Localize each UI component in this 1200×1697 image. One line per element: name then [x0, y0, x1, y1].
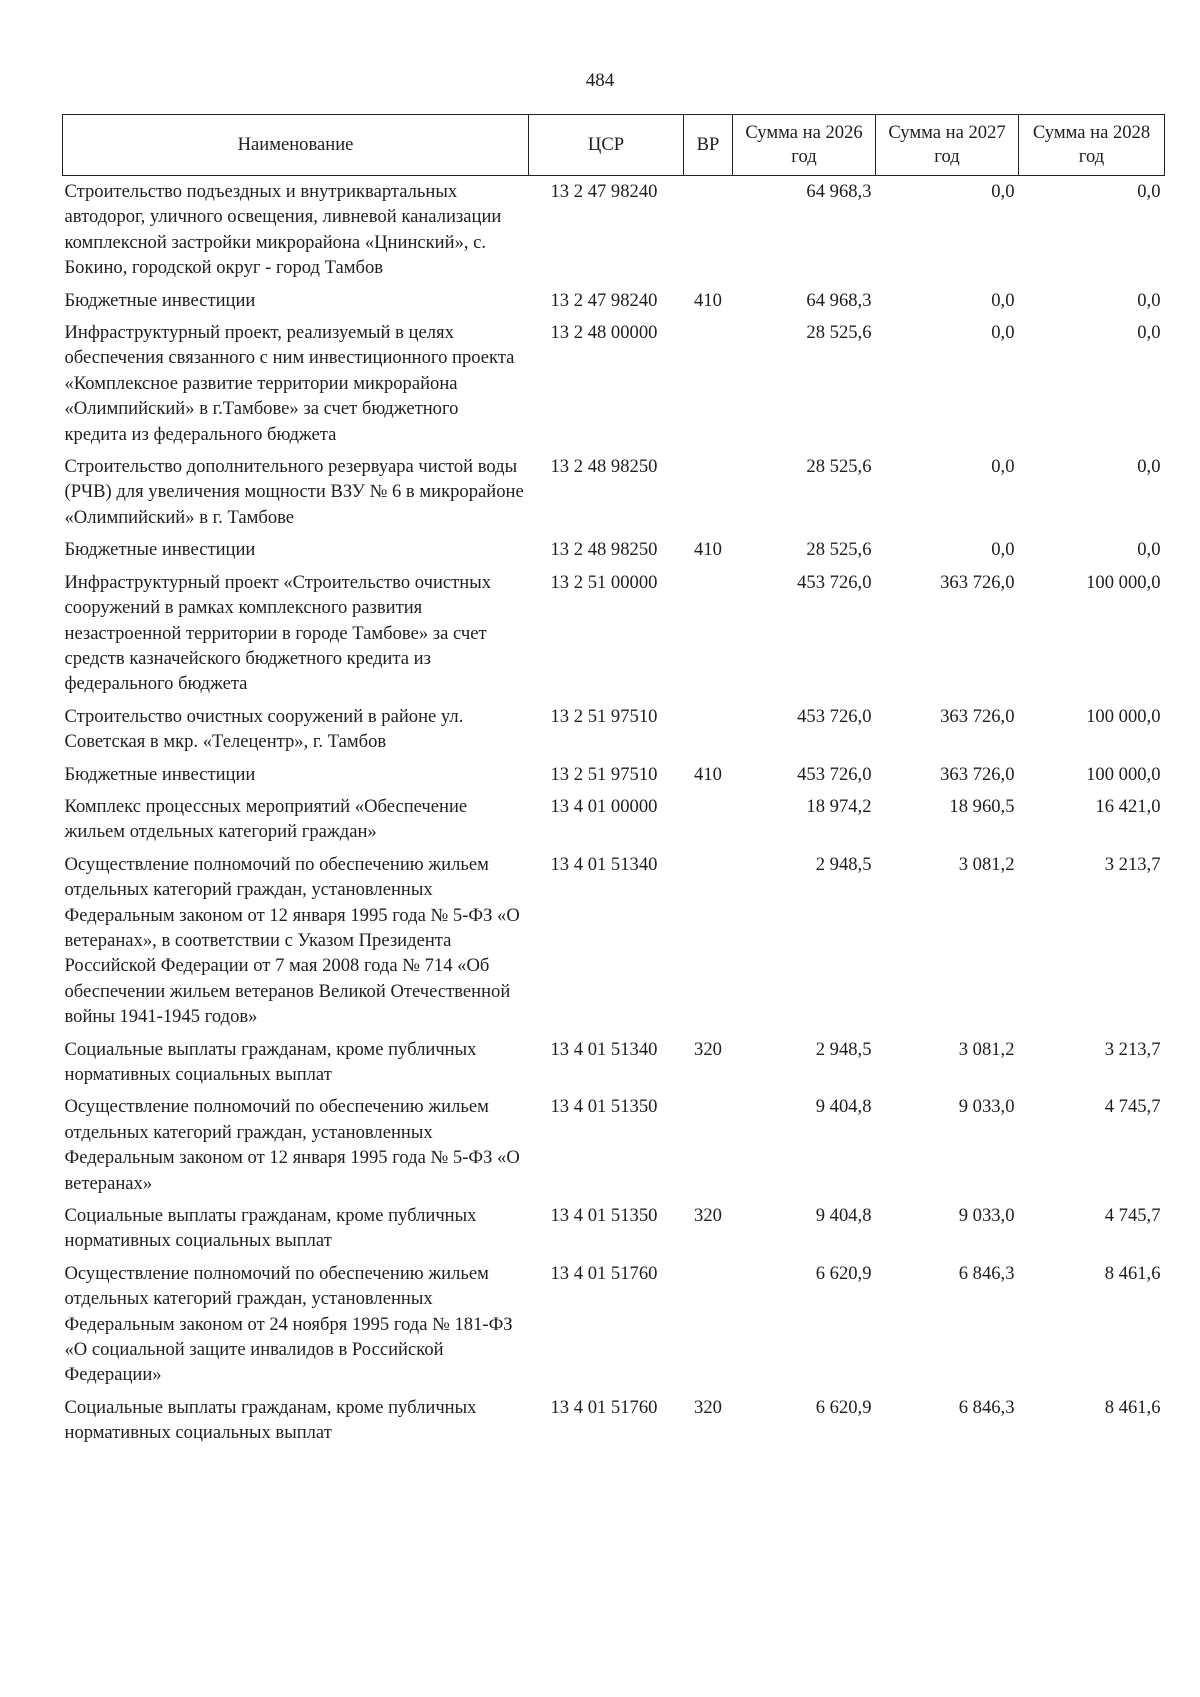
cell-csr: 13 2 48 98250	[550, 539, 658, 561]
table-row	[63, 285, 1165, 317]
table-row	[63, 534, 1165, 566]
cell-vr: 410	[694, 539, 722, 561]
cell-csr: 13 2 47 98240	[550, 289, 658, 311]
cell-sum-2027: 0,0	[991, 539, 1015, 561]
cell-csr: 13 2 51 00000	[550, 571, 658, 593]
cell-name: Осуществление полномочий по обеспечению жильем отдельных категорий граждан, установленных Федеральным законом от 12 января 1995 года № 5-ФЗ «О ветеранах», в соответствии с Указом Президента Российской Федерации от 7 мая 2008 года № 714 «Об обеспечении жильем ветеранов Великой Отечественной войны 1941-1945 годов»	[64, 853, 520, 1028]
header-vr: ВР	[684, 115, 733, 176]
cell-sum-2026: 28 525,6	[806, 539, 872, 561]
cell-vr: 410	[694, 289, 722, 311]
cell-sum-2027: 9 033,0	[958, 1096, 1015, 1118]
table-row	[63, 567, 1165, 701]
table-body	[63, 176, 1165, 1450]
budget-table	[62, 114, 1165, 1450]
cell-sum-2028: 0,0	[1137, 456, 1161, 478]
table-row	[63, 849, 1165, 1034]
cell-name: Социальные выплаты гражданам, кроме публичных нормативных социальных выплат	[64, 1396, 477, 1444]
table-row	[63, 759, 1165, 791]
cell-sum-2026: 28 525,6	[806, 456, 872, 478]
cell-sum-2026: 453 726,0	[797, 571, 872, 593]
cell-name: Строительство дополнительного резервуара чистой воды (РЧВ) для увеличения мощности ВЗУ № 6 в микрорайоне «Олимпийский» в г. Тамбове	[64, 456, 524, 528]
cell-csr: 13 4 01 51340	[550, 1038, 658, 1060]
cell-vr: 410	[694, 763, 722, 785]
cell-csr: 13 2 47 98240	[550, 181, 658, 202]
cell-sum-2027: 363 726,0	[940, 705, 1015, 727]
cell-sum-2028: 100 000,0	[1086, 571, 1161, 593]
cell-sum-2028: 3 213,7	[1104, 853, 1161, 875]
cell-csr: 13 2 51 97510	[550, 763, 658, 785]
cell-sum-2028: 4 745,7	[1104, 1096, 1161, 1118]
cell-csr: 13 4 01 51350	[550, 1096, 658, 1118]
cell-name: Бюджетные инвестиции	[64, 289, 256, 311]
cell-sum-2028: 100 000,0	[1086, 763, 1161, 785]
cell-sum-2026: 6 620,9	[815, 1262, 872, 1284]
cell-name: Социальные выплаты гражданам, кроме публичных нормативных социальных выплат	[64, 1205, 477, 1252]
cell-sum-2028: 4 745,7	[1104, 1205, 1161, 1227]
table-row	[63, 317, 1165, 451]
cell-sum-2026: 2 948,5	[815, 853, 872, 875]
cell-sum-2028: 16 421,0	[1095, 795, 1161, 817]
cell-name: Строительство подъездных и внутриквартальных автодорог, уличного освещения, ливневой канализации комплексной застройки микрорайона «Цнинский», с. Бокино, городской округ - город Тамбов	[64, 181, 502, 279]
cell-csr: 13 2 48 00000	[550, 322, 658, 344]
cell-vr	[684, 1258, 733, 1392]
cell-csr: 13 2 48 98250	[550, 456, 658, 478]
cell-vr: 320	[694, 1396, 722, 1418]
cell-sum-2026: 28 525,6	[806, 322, 872, 344]
cell-sum-2027: 6 846,3	[958, 1262, 1015, 1284]
cell-sum-2028: 0,0	[1137, 322, 1161, 344]
cell-sum-2027: 0,0	[991, 322, 1015, 344]
cell-vr	[684, 317, 733, 451]
cell-sum-2028: 3 213,7	[1104, 1038, 1161, 1060]
header-csr: ЦСР	[529, 115, 684, 176]
cell-name: Строительство очистных сооружений в районе ул. Советская в мкр. «Телецентр», г. Тамбов	[64, 705, 464, 753]
cell-sum-2027: 0,0	[991, 456, 1015, 478]
table-row	[63, 791, 1165, 849]
cell-name: Бюджетные инвестиции	[64, 763, 256, 785]
cell-vr	[684, 849, 733, 1034]
cell-csr: 13 4 01 51760	[550, 1262, 658, 1284]
cell-sum-2027: 363 726,0	[940, 763, 1015, 785]
cell-sum-2028: 8 461,6	[1104, 1396, 1161, 1418]
cell-sum-2026: 9 404,8	[815, 1096, 872, 1118]
cell-sum-2027: 0,0	[991, 181, 1015, 202]
cell-sum-2026: 453 726,0	[797, 763, 872, 785]
table-header-row	[63, 115, 1165, 176]
header-sum-2026: Сумма на 2026 год	[733, 115, 876, 176]
cell-sum-2026: 6 620,9	[815, 1396, 872, 1418]
cell-sum-2027: 3 081,2	[958, 853, 1015, 875]
cell-vr	[684, 176, 733, 285]
cell-sum-2028: 0,0	[1137, 289, 1161, 311]
cell-sum-2028: 8 461,6	[1104, 1262, 1161, 1284]
cell-sum-2026: 64 968,3	[806, 289, 872, 311]
cell-name: Инфраструктурный проект, реализуемый в целях обеспечения связанного с ним инвестиционного проекта «Комплексное развитие территории микрорайона «Олимпийский» в г.Тамбове» за счет бюджетного кредита из федерального бюджета	[64, 322, 515, 445]
cell-vr	[684, 791, 733, 849]
cell-name: Осуществление полномочий по обеспечению жильем отдельных категорий граждан, установленных Федеральным законом от 24 ноября 1995 года № 181-ФЗ «О социальной защите инвалидов в Российской Федерации»	[64, 1262, 513, 1386]
cell-sum-2027: 363 726,0	[940, 571, 1015, 593]
page-number: 484	[585, 70, 615, 91]
cell-vr	[684, 701, 733, 759]
table-row	[63, 1034, 1165, 1092]
cell-name: Социальные выплаты гражданам, кроме публичных нормативных социальных выплат	[64, 1038, 477, 1085]
cell-name: Осуществление полномочий по обеспечению жильем отдельных категорий граждан, установленных Федеральным законом от 12 января 1995 года № 5-ФЗ «О ветеранах»	[64, 1096, 520, 1194]
cell-sum-2027: 9 033,0	[958, 1205, 1015, 1227]
cell-sum-2028: 0,0	[1137, 539, 1161, 561]
cell-sum-2026: 64 968,3	[806, 181, 872, 202]
header-sum-2028: Сумма на 2028 год	[1019, 115, 1165, 176]
cell-vr	[684, 567, 733, 701]
cell-sum-2027: 3 081,2	[958, 1038, 1015, 1060]
cell-csr: 13 4 01 00000	[550, 795, 658, 817]
table-row	[63, 451, 1165, 534]
table-row	[63, 176, 1165, 285]
cell-sum-2028: 0,0	[1137, 181, 1161, 202]
cell-sum-2027: 6 846,3	[958, 1396, 1015, 1418]
cell-name: Инфраструктурный проект «Строительство очистных сооружений в рамках комплексного развития незастроенной территории в городе Тамбове» за счет средств казначейского бюджетного кредита из федерального бюджета	[64, 571, 492, 695]
cell-vr	[684, 1091, 733, 1200]
cell-sum-2027: 0,0	[991, 289, 1015, 311]
cell-vr	[684, 451, 733, 534]
header-sum-2027: Сумма на 2027 год	[876, 115, 1019, 176]
cell-sum-2026: 18 974,2	[806, 795, 872, 817]
cell-sum-2026: 9 404,8	[815, 1205, 872, 1227]
table-row	[63, 1200, 1165, 1258]
table-row	[63, 1258, 1165, 1392]
cell-sum-2026: 2 948,5	[815, 1038, 872, 1060]
cell-csr: 13 2 51 97510	[550, 705, 658, 727]
cell-sum-2026: 453 726,0	[797, 705, 872, 727]
cell-vr: 320	[694, 1038, 722, 1060]
cell-name: Бюджетные инвестиции	[64, 539, 256, 561]
cell-csr: 13 4 01 51340	[550, 853, 658, 875]
cell-csr: 13 4 01 51350	[550, 1205, 658, 1227]
cell-csr: 13 4 01 51760	[550, 1396, 658, 1418]
table-row	[63, 701, 1165, 759]
cell-sum-2028: 100 000,0	[1086, 705, 1161, 727]
cell-sum-2027: 18 960,5	[949, 795, 1015, 817]
header-name: Наименование	[63, 115, 529, 176]
table-row	[63, 1392, 1165, 1450]
table-row	[63, 1091, 1165, 1200]
cell-vr: 320	[694, 1205, 722, 1227]
cell-name: Комплекс процессных мероприятий «Обеспечение жильем отдельных категорий граждан»	[64, 795, 468, 843]
